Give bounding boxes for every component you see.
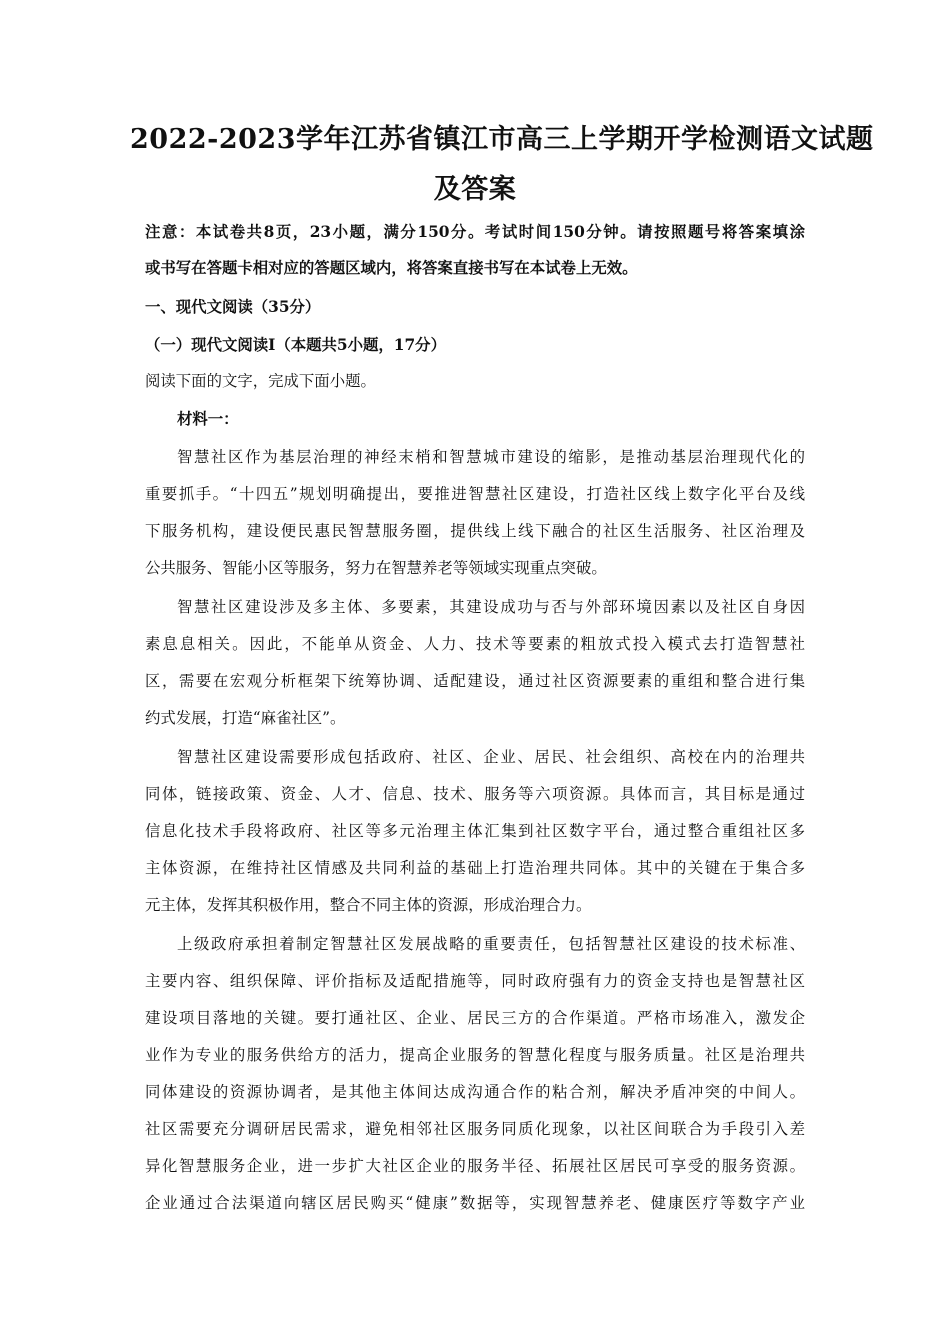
paragraph-4-line: 同体建设的资源协调者，是其他主体间达成沟通合作的粘合剂，解决矛盾冲突的中间人。 (145, 1083, 805, 1101)
paragraph-4-line: 社区需要充分调研居民需求，避免相邻社区服务同质化现象，以社区间联合为手段引入差 (145, 1120, 805, 1138)
paragraph-3-line: 元主体，发挥其积极作用，整合不同主体的资源，形成治理合力。 (145, 896, 592, 914)
paragraph-1-line: 下服务机构，建设便民惠民智慧服务圈，提供线上线下融合的社区生活服务、社区治理及 (145, 522, 805, 540)
paragraph-4-line: 建设项目落地的关键。要打通社区、企业、居民三方的合作渠道。严格市场准入，激发企 (145, 1009, 805, 1027)
paragraph-2-line: 约式发展，打造“麻雀社区”。 (145, 709, 346, 727)
material-label: 材料一： (177, 410, 239, 428)
reading-instruction: 阅读下面的文字，完成下面小题。 (145, 372, 376, 390)
paragraph-1-line: 智慧社区作为基层治理的神经末梢和智慧城市建设的缩影，是推动基层治理现代化的 (177, 448, 805, 466)
paragraph-3-line: 信息化技术手段将政府、社区等多元治理主体汇集到社区数字平台，通过整合重组社区多 (145, 822, 805, 840)
document-title-line-2: 及答案 (433, 174, 517, 205)
paragraph-3-line: 同体，链接政策、资金、人才、信息、技术、服务等六项资源。具体而言，其目标是通过 (145, 785, 805, 803)
paragraph-2-line: 智慧社区建设涉及多主体、多要素，其建设成功与否与外部环境因素以及社区自身因 (177, 598, 805, 616)
document-title-line-1: 2022-2023学年江苏省镇江市高三上学期开学检测语文试题 (130, 124, 874, 155)
paragraph-2-line: 区，需要在宏观分析框架下统筹协调、适配建设，通过社区资源要素的重组和整合进行集 (145, 672, 805, 690)
section-heading: 一、现代文阅读（35分） (145, 298, 321, 316)
paragraph-2-line: 素息息相关。因此，不能单从资金、人力、技术等要素的粗放式投入模式去打造智慧社 (145, 635, 805, 653)
paragraph-4-line: 异化智慧服务企业，进一步扩大社区企业的服务半径、拓展社区居民可享受的服务资源。 (145, 1157, 805, 1175)
paragraph-4-line: 上级政府承担着制定智慧社区发展战略的重要责任，包括智慧社区建设的技术标准、 (177, 935, 805, 953)
paragraph-3-line: 主体资源，在维持社区情感及共同利益的基础上打造治理共同体。其中的关键在于集合多 (145, 859, 805, 877)
paragraph-4-line: 企业通过合法渠道向辖区居民购买“健康”数据等，实现智慧养老、健康医疗等数字产业 (145, 1194, 805, 1212)
subsection-heading: （一）现代文阅读Ⅰ（本题共5小题，17分） (145, 336, 446, 354)
paragraph-1-line: 重要抓手。“十四五”规划明确提出，要推进智慧社区建设，打造社区线上数字化平台及线 (145, 485, 805, 503)
paragraph-4-line: 主要内容、组织保障、评价指标及适配措施等，同时政府强有力的资金支持也是智慧社区 (145, 972, 805, 990)
paragraph-1-line: 公共服务、智能小区等服务，努力在智慧养老等领域实现重点突破。 (145, 559, 607, 577)
paragraph-3-line: 智慧社区建设需要形成包括政府、社区、企业、居民、社会组织、高校在内的治理共 (177, 748, 805, 766)
paragraph-4-line: 业作为专业的服务供给方的活力，提高企业服务的智慧化程度与服务质量。社区是治理共 (145, 1046, 805, 1064)
notice-line-1: 注意：本试卷共8页，23小题，满分150分。考试时间150分钟。请按照题号将答案填涂 (145, 223, 805, 241)
notice-line-2: 或书写在答题卡相对应的答题区域内，将答案直接书写在本试卷上无效。 (145, 259, 638, 277)
